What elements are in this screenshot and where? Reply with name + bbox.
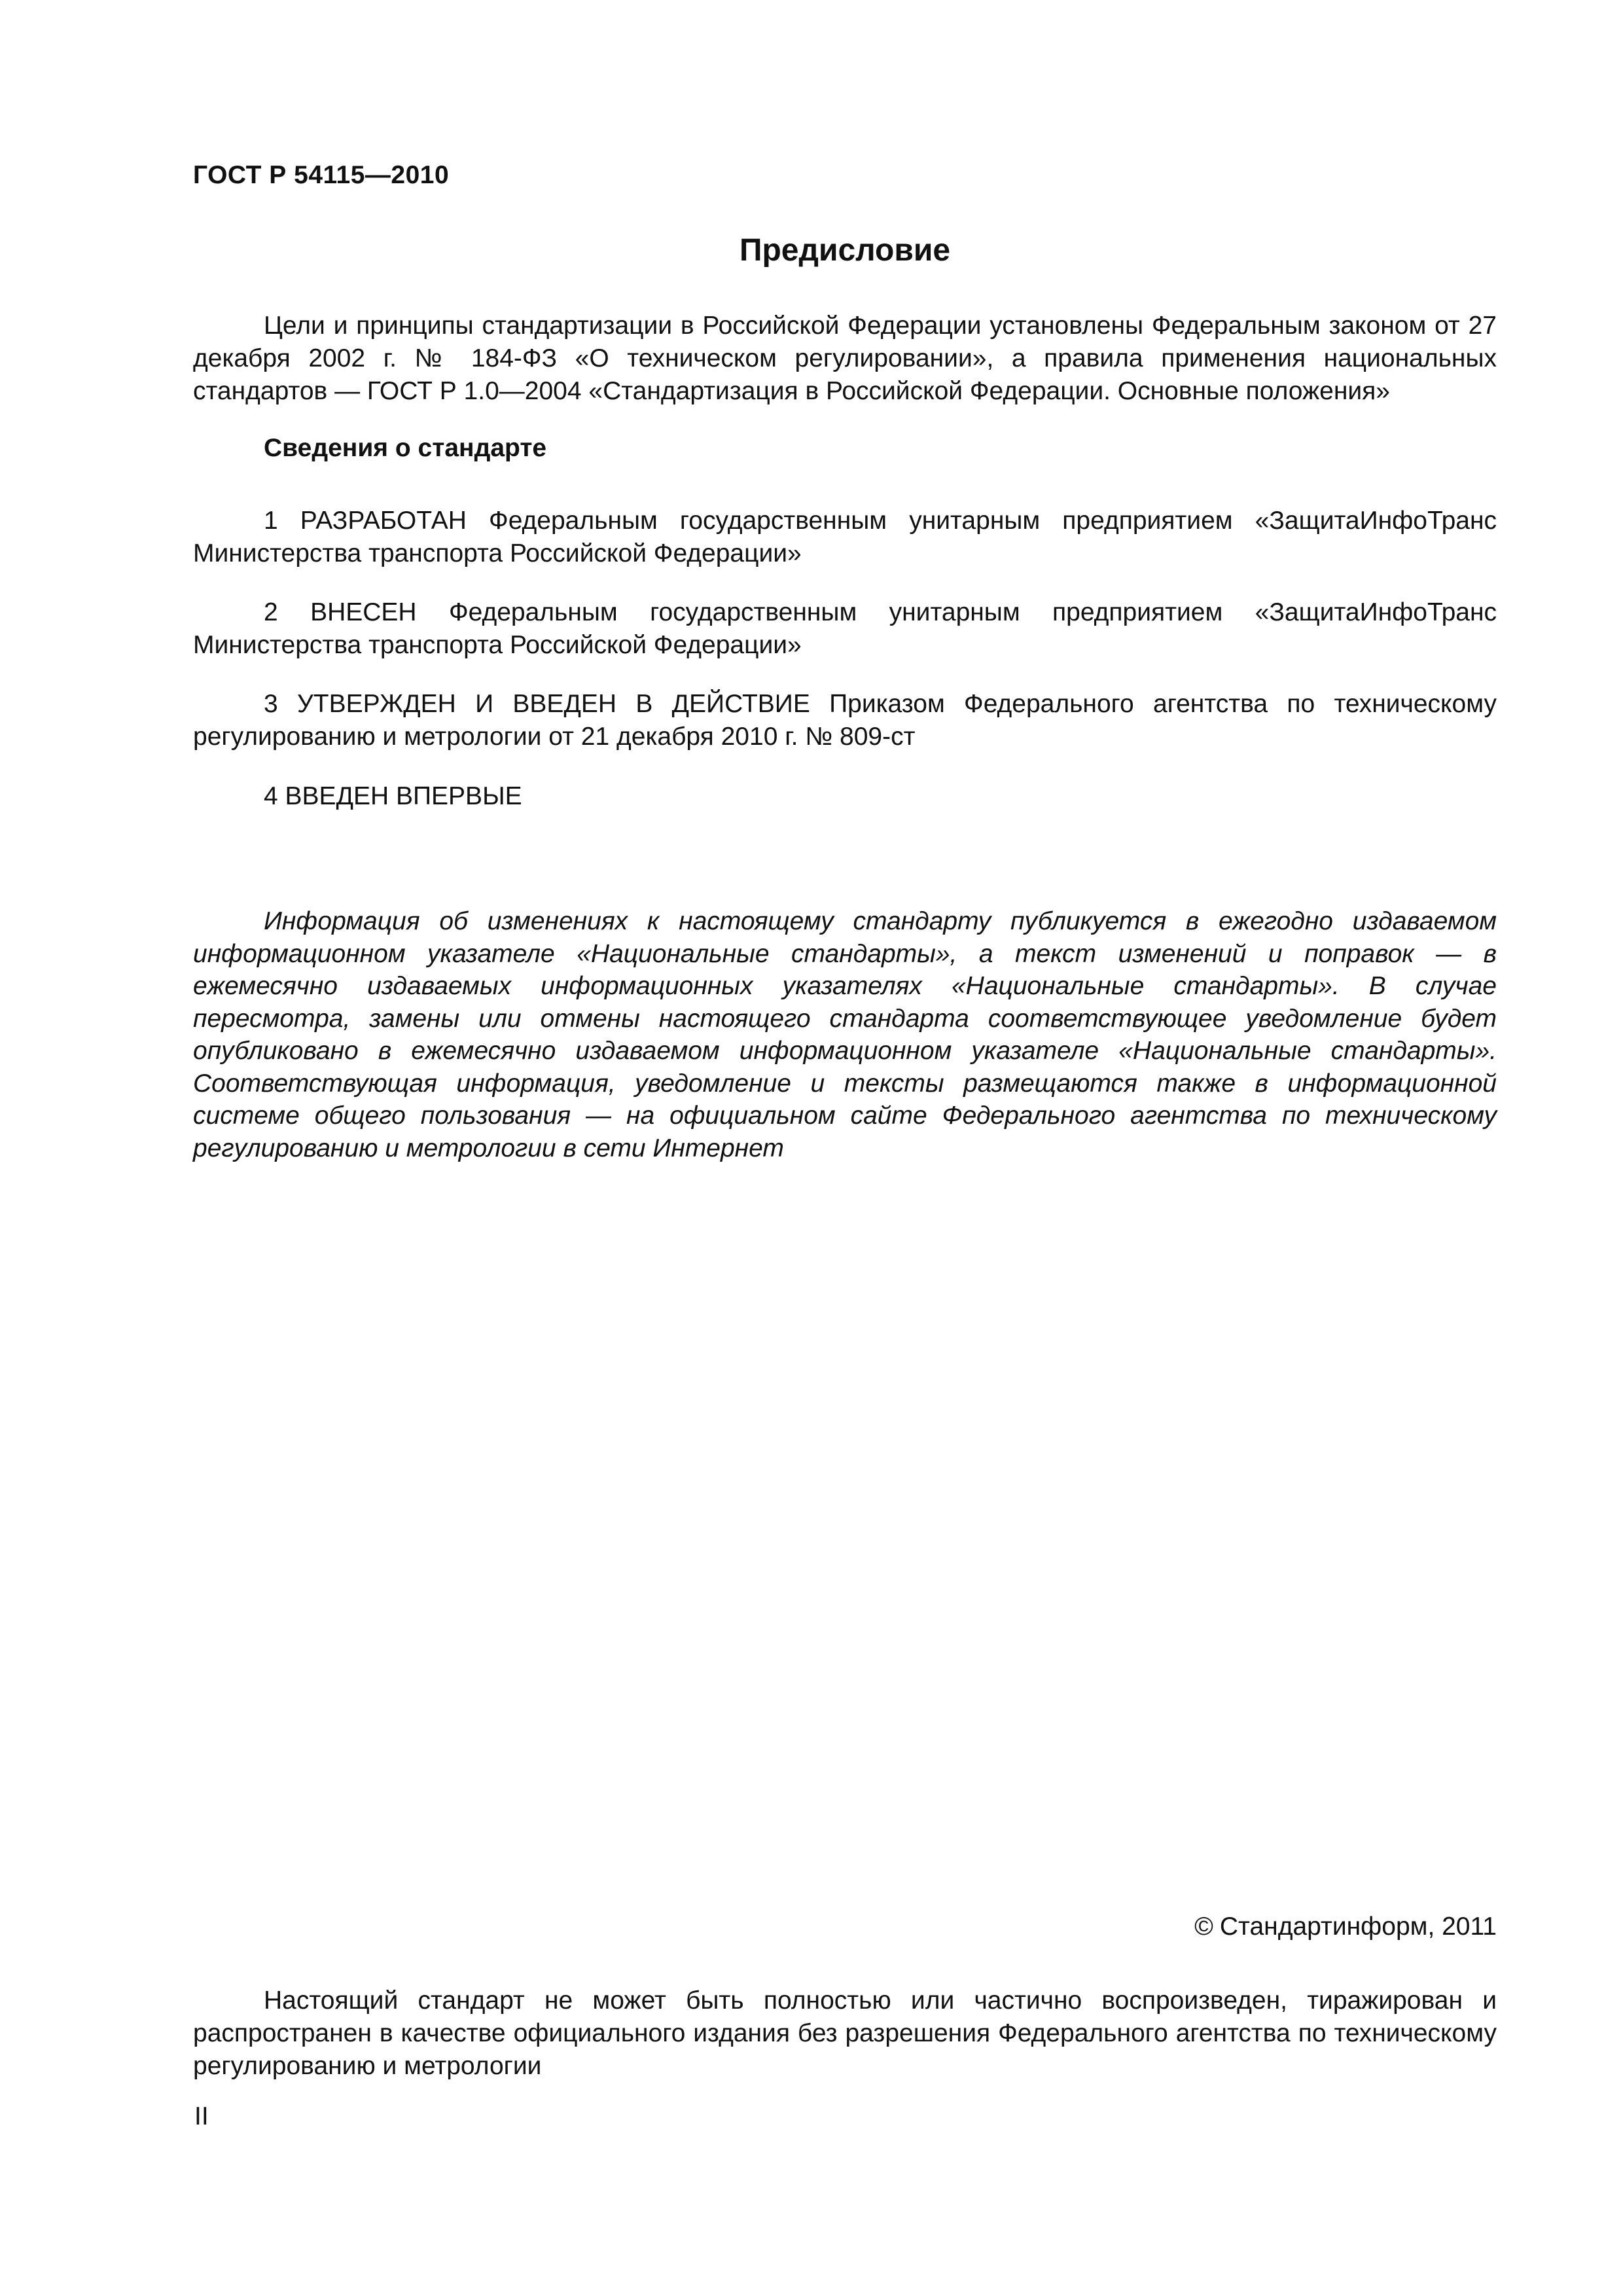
reproduction-restriction: Настоящий стандарт не может быть полностью или частично воспроизведен, тиражирован и распространен в качестве официального издания без разрешения Федерального агентства по техническому регулированию и метрологии — [193, 1986, 1497, 2080]
info-item-first-introduced: 4 ВВЕДЕН ВПЕРВЫЕ — [264, 782, 522, 810]
copyright-symbol: © — [1194, 1912, 1213, 1941]
foreword-title: Предисловие — [739, 233, 951, 268]
copyright-holder: Стандартинформ, 2011 — [1219, 1912, 1497, 1941]
intro-paragraph: Цели и принципы стандартизации в Российской Федерации установлены Федеральным законом от 27 декабря 2002 г. № 184-ФЗ «О техническом регулировании», а правила применения национальных стандартов — ГОСТ Р 1.0—2004 «Стандартизация в Российской Федерации. Основные положения» — [193, 312, 1497, 405]
document-code: ГОСТ Р 54115—2010 — [193, 161, 450, 189]
amendments-notice: Информация об изменениях к настоящему стандарту публикуется в ежегодно издаваемом информационном указателе «Национальные стандарты», а текст изменений и поправок — в ежемесячно издаваемых информационных указателях «Национальные стандарты». В случае пересмотра, замены или отмены настоящего стандарта соответствующее уведомление будет опубликовано в ежемесячно издаваемом информационном указателе «Национальные стандарты». Соответствующая информация, уведомление и тексты размещаются также в информационной системе общего пользования — на официальном сайте Федерального агентства по техническому регулированию и метрологии в сети Интернет — [193, 907, 1497, 1162]
info-item-approved: 3 УТВЕРЖДЕН И ВВЕДЕН В ДЕЙСТВИЕ Приказом Федерального агентства по техническому регулированию и метрологии от 21 декабря 2010 г. № 809-ст — [193, 690, 1497, 751]
page-number: II — [194, 2102, 209, 2130]
standard-info-heading: Сведения о стандарте — [264, 434, 547, 462]
info-item-developed: 1 РАЗРАБОТАН Федеральным государственным унитарным предприятием «ЗащитаИнфоТранс Министерства транспорта Российской Федерации» — [193, 507, 1497, 567]
copyright-line — [1194, 1912, 1497, 1941]
info-item-submitted: 2 ВНЕСЕН Федеральным государственным унитарным предприятием «ЗащитаИнфоТранс Министерства транспорта Российской Федерации» — [193, 598, 1497, 659]
